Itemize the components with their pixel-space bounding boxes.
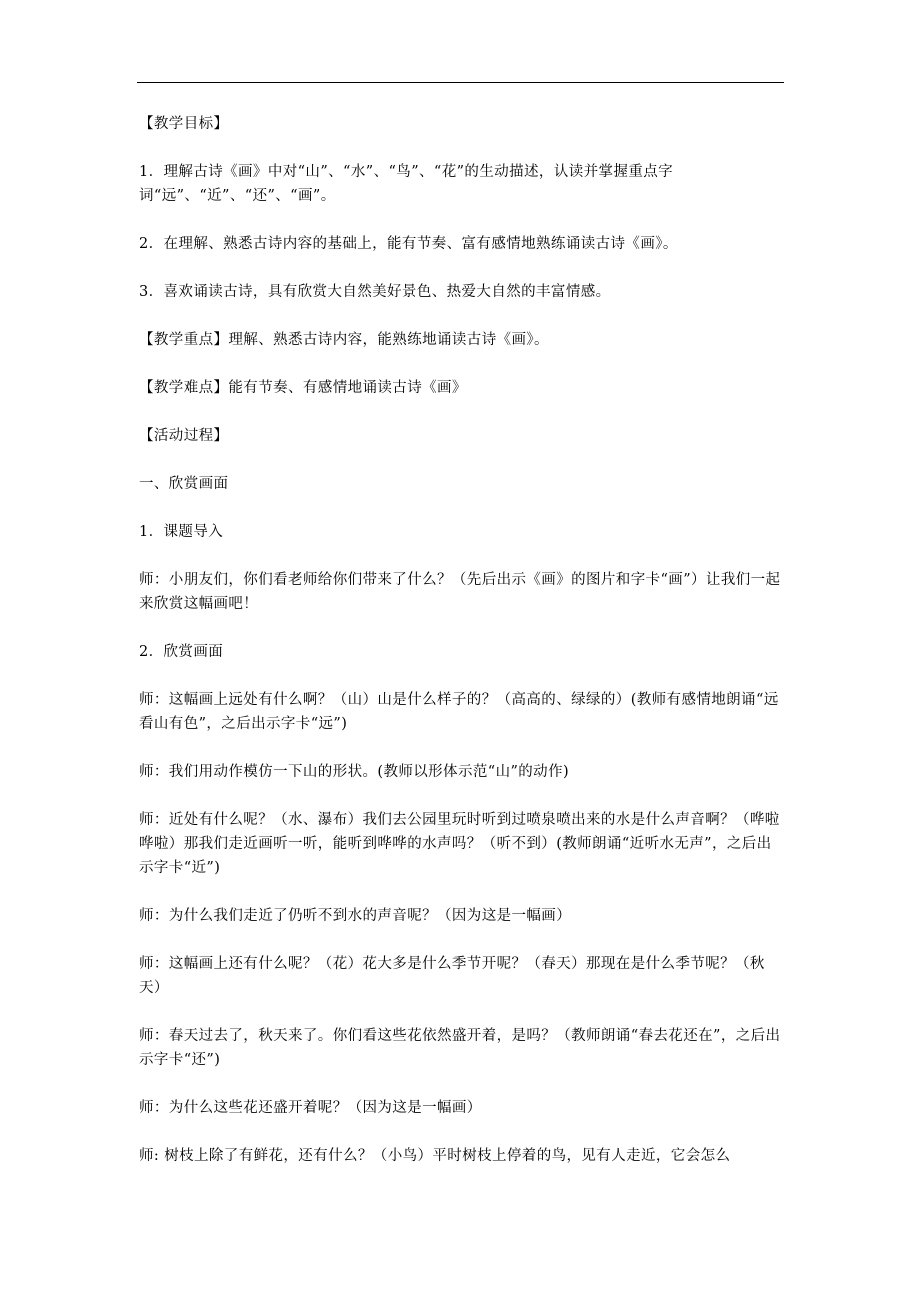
header-rule xyxy=(137,82,784,83)
dialogue-paragraph: 师：为什么这些花还盛开着呢？（因为这是一幅画） xyxy=(139,1100,482,1116)
goal-item-1: 1．理解古诗《画》中对“山”、“水”、“鸟”、“花”的生动描述，认读并掌握重点字词“远”、“近”、“还”、“画”。 xyxy=(139,164,674,204)
goal-item-3: 3．喜欢诵读古诗，具有欣赏大自然美好景色、热爱大自然的丰富情感。 xyxy=(139,284,611,300)
document-body xyxy=(139,112,785,1192)
section-heading-teaching-goals: 【教学目标】 xyxy=(139,116,229,132)
teaching-difficulty: 【教学难点】能有节奏、有感情地诵读古诗《画》 xyxy=(139,380,467,396)
dialogue-paragraph: 师：为什么我们走近了仍听不到水的声音呢？（因为这是一幅画） xyxy=(139,908,572,924)
dialogue-paragraph: 师：小朋友们，你们看老师给你们带来了什么？（先后出示《画》的图片和字卡“画”）让我们一起来欣赏这幅画吧！ xyxy=(139,572,781,612)
dialogue-paragraph: 师：这幅画上还有什么呢？（花）花大多是什么季节开呢？（春天）那现在是什么季节呢？（秋天） xyxy=(139,956,765,996)
teaching-key-point: 【教学重点】理解、熟悉古诗内容，能熟练地诵读古诗《画》。 xyxy=(139,332,549,348)
step-heading-intro: 1．课题导入 xyxy=(139,524,224,540)
dialogue-paragraph: 师：近处有什么呢？（水、瀑布）我们去公园里玩时听到过喷泉喷出来的水是什么声音啊？（哗啦哗啦）那我们走近画听一听，能听到哗哗的水声吗？（听不到）(教师朗诵“近听水无声”，之后出示字卡“近”) xyxy=(139,812,780,876)
dialogue-paragraph: 师：春天过去了，秋天来了。你们看这些花依然盛开着，是吗？（教师朗诵“春去花还在”，之后出示字卡“还”) xyxy=(139,1028,781,1068)
dialogue-paragraph: 师：我们用动作模仿一下山的形状。(教师以形体示范“山”的动作) xyxy=(139,764,570,780)
dialogue-paragraph: 师: 树枝上除了有鲜花，还有什么？（小鸟）平时树枝上停着的鸟，见有人走近，它会怎么 xyxy=(139,1148,731,1164)
step-heading-appreciate: 2．欣赏画面 xyxy=(139,644,224,660)
subsection-heading-appreciate: 一、欣赏画面 xyxy=(139,476,229,492)
goal-item-2: 2．在理解、熟悉古诗内容的基础上，能有节奏、富有感情地熟练诵读古诗《画》。 xyxy=(139,236,678,252)
dialogue-paragraph: 师：这幅画上远处有什么啊？（山）山是什么样子的？（高高的、绿绿的）(教师有感情地朗诵“远看山有色”，之后出示字卡“远”) xyxy=(139,692,779,732)
section-heading-activity-process: 【活动过程】 xyxy=(139,428,229,444)
